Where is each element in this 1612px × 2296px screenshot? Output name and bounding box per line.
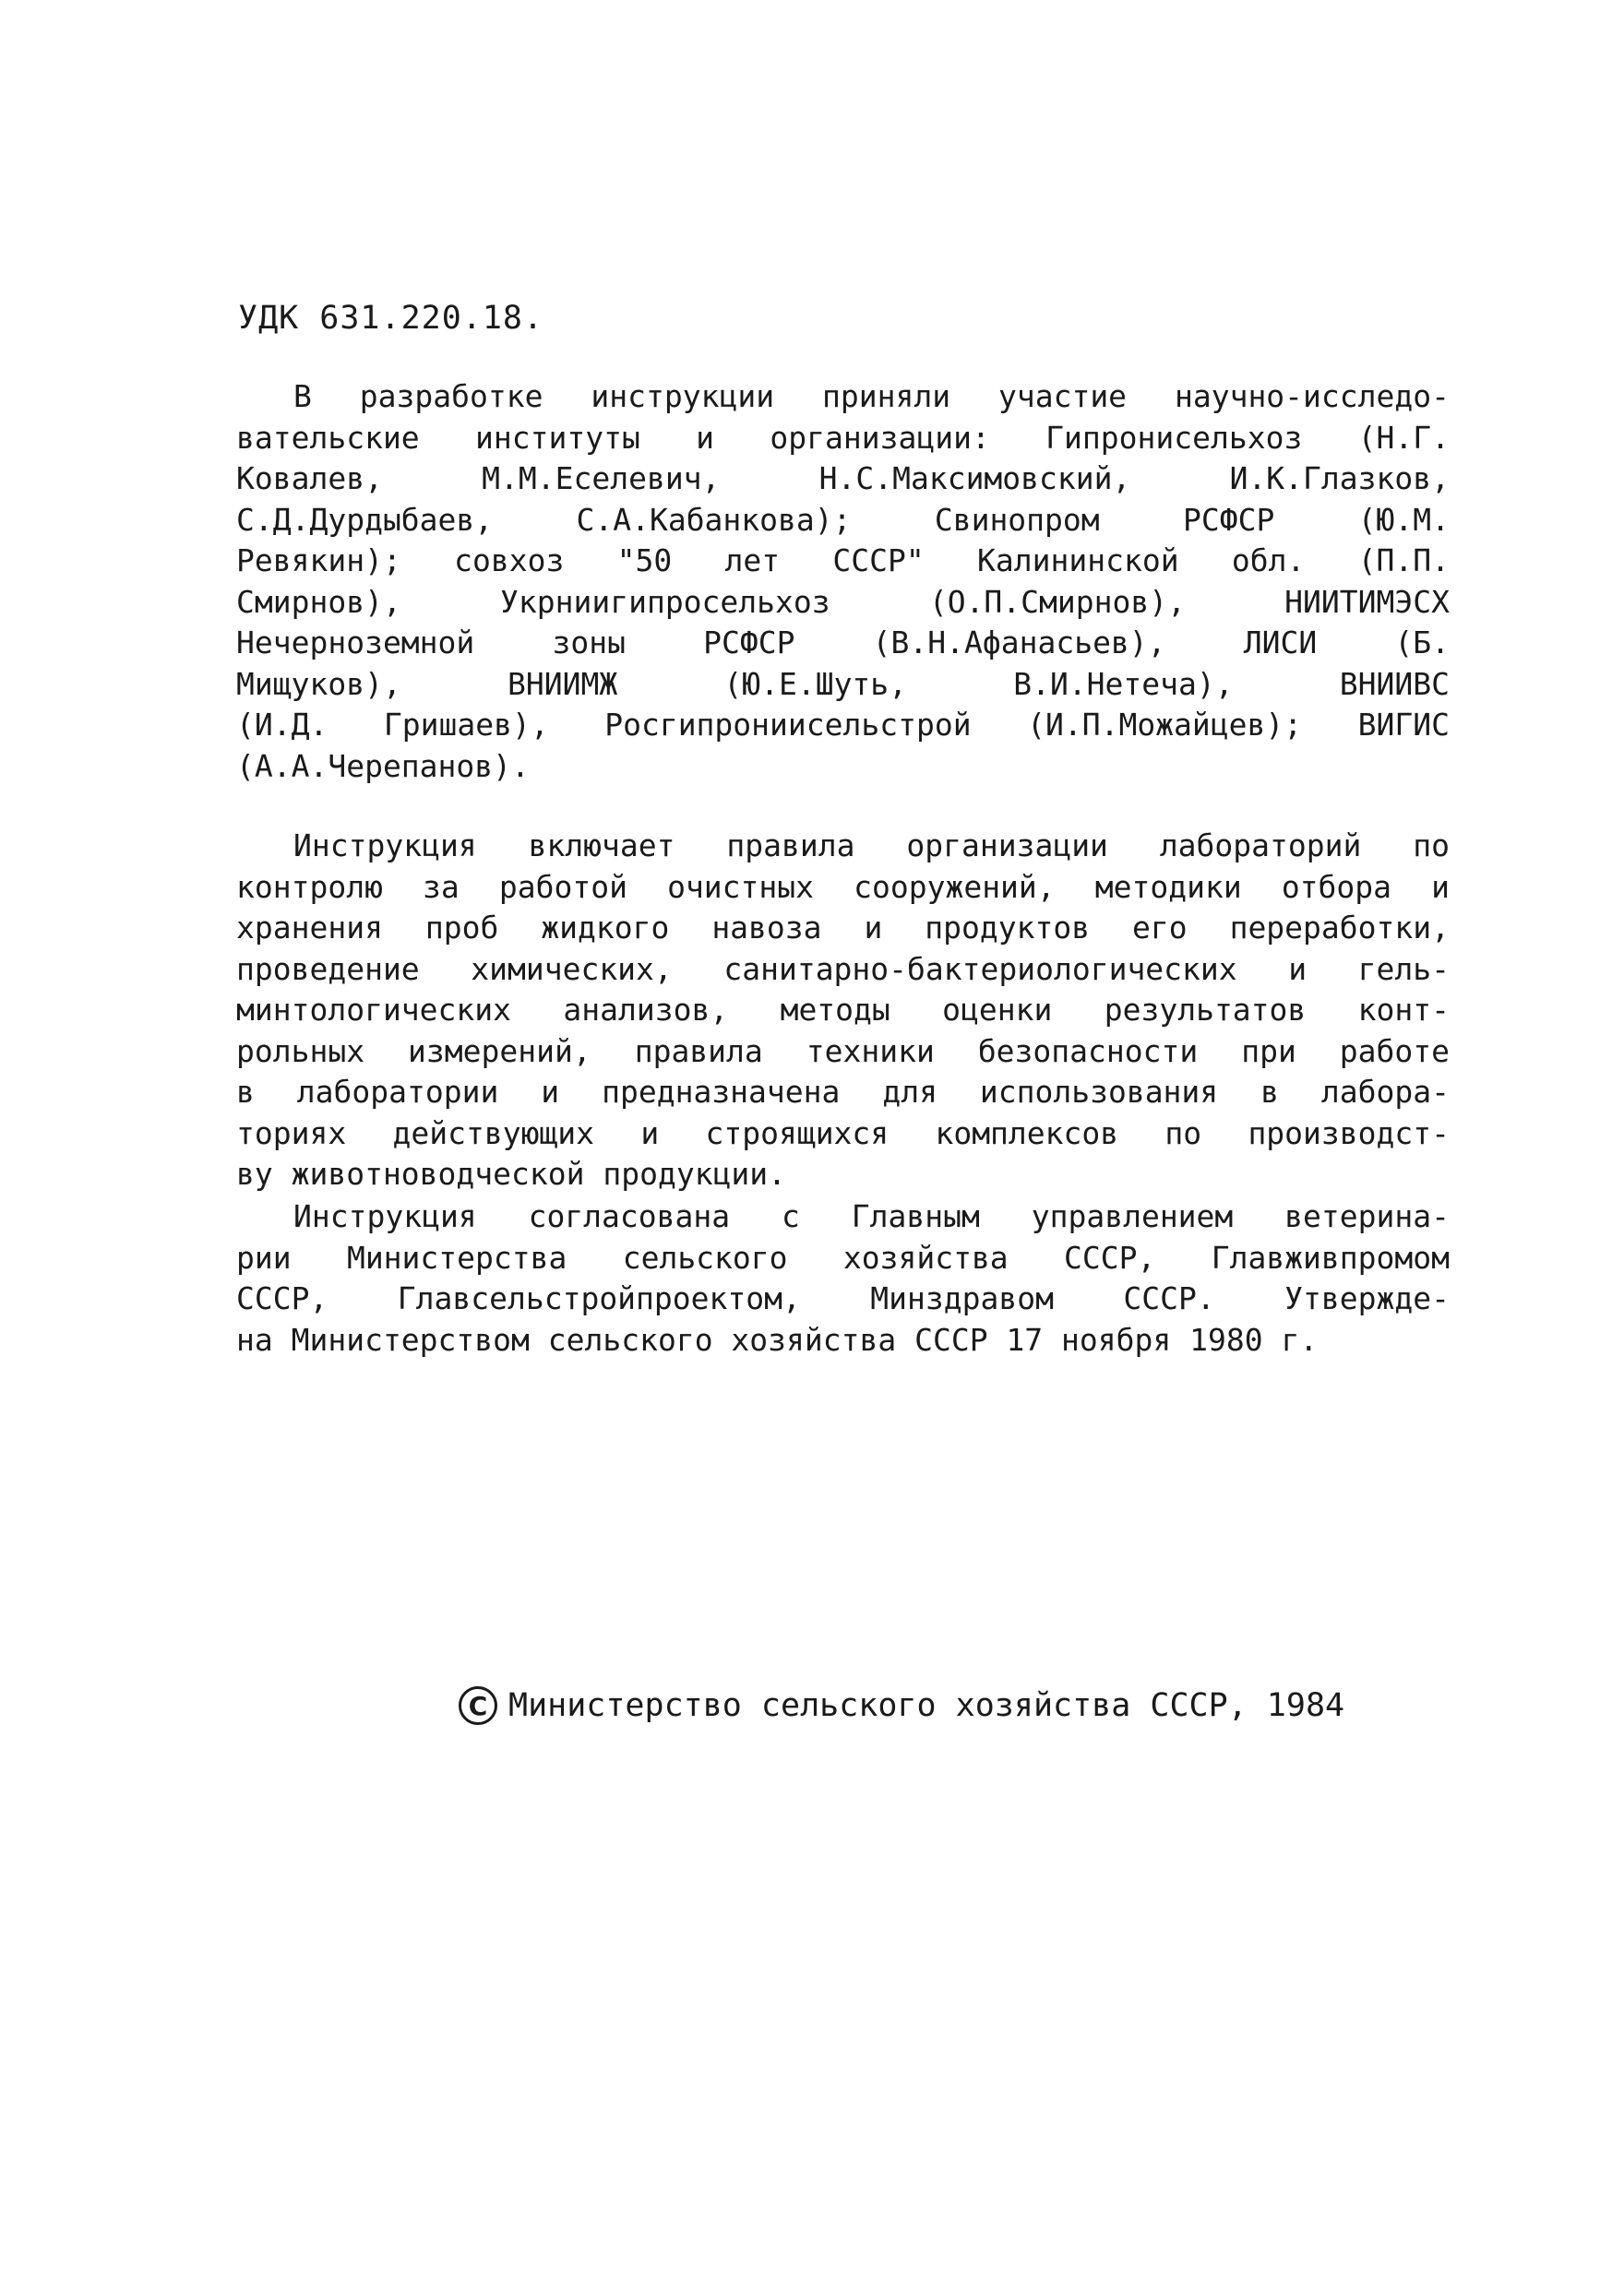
text-line: рии Министерства сельского хозяйства СССР, Главживпромом [236,1239,1450,1276]
text-line: в лаборатории и предназначена для использования в лабора- [236,1074,1450,1110]
paragraph-contributors [236,376,1450,787]
text-line: хранения проб жидкого навоза и продуктов его переработки, [236,910,1450,946]
text-line: минтологических анализов, методы оценки результатов конт- [236,992,1450,1028]
text-line: Ковалев, М.М.Еселевич, Н.С.Максимовский, И.К.Глазков, [236,460,1450,496]
text-line: (И.Д. Гришаев), Росгипрониисельстрой (И.П.Можайцев); ВИГИС [236,707,1450,743]
paragraph-contents [236,826,1450,1196]
text-line: ву животноводческой продукции. [236,1156,787,1192]
paragraph-approval [236,1196,1450,1361]
text-line: (А.А.Черепанов). [236,747,530,784]
text-line: вательские институты и организации: Гипронисельхоз (Н.Г. [236,419,1450,456]
text-line: СССР, Главсельстройпроектом, Минздравом СССР. Утвержде- [236,1280,1450,1316]
copyright-text: Министерство сельского хозяйства СССР, 1984 [508,1687,1345,1724]
text-line: на Министерством сельского хозяйства СССР 17 ноября 1980 г. [236,1321,1319,1358]
text-line: ториях действующих и строящихся комплексов по производст- [236,1114,1450,1151]
text-line: проведение химических, санитарно-бактериологических и гель- [236,950,1450,987]
text-line: Инструкция включает правила организации лабораторий по [293,827,1450,863]
copyright-icon: C [459,1686,497,1725]
text-line: С.Д.Дурдыбаев, С.А.Кабанкова); Свинопром РСФСР (Ю.М. [236,501,1450,538]
text-line: Инструкция согласована с Главным управлением ветерина- [293,1198,1450,1234]
text-line: Ревякин); совхоз "50 лет СССР" Калининской обл. (П.П. [236,542,1450,578]
udk-code: УДК 631.220.18. [238,300,544,337]
copyright-notice [459,1686,1344,1725]
text-line: В разработке инструкции приняли участие научно-исследо- [293,378,1450,414]
text-line: Смирнов), Укрниигипросельхоз (О.П.Смирнов), НИИТИМЭСХ [236,583,1450,620]
text-line: контролю за работой очистных сооружений, методики отбора и [236,868,1450,905]
text-line: Мищуков), ВНИИМЖ (Ю.Е.Шуть, В.И.Нетеча), ВНИИВС [236,665,1450,702]
text-line: Нечерноземной зоны РСФСР (В.Н.Афанасьев), ЛИСИ (Б. [236,625,1450,660]
text-line: рольных измерений, правила техники безопасности при работе [236,1032,1450,1069]
